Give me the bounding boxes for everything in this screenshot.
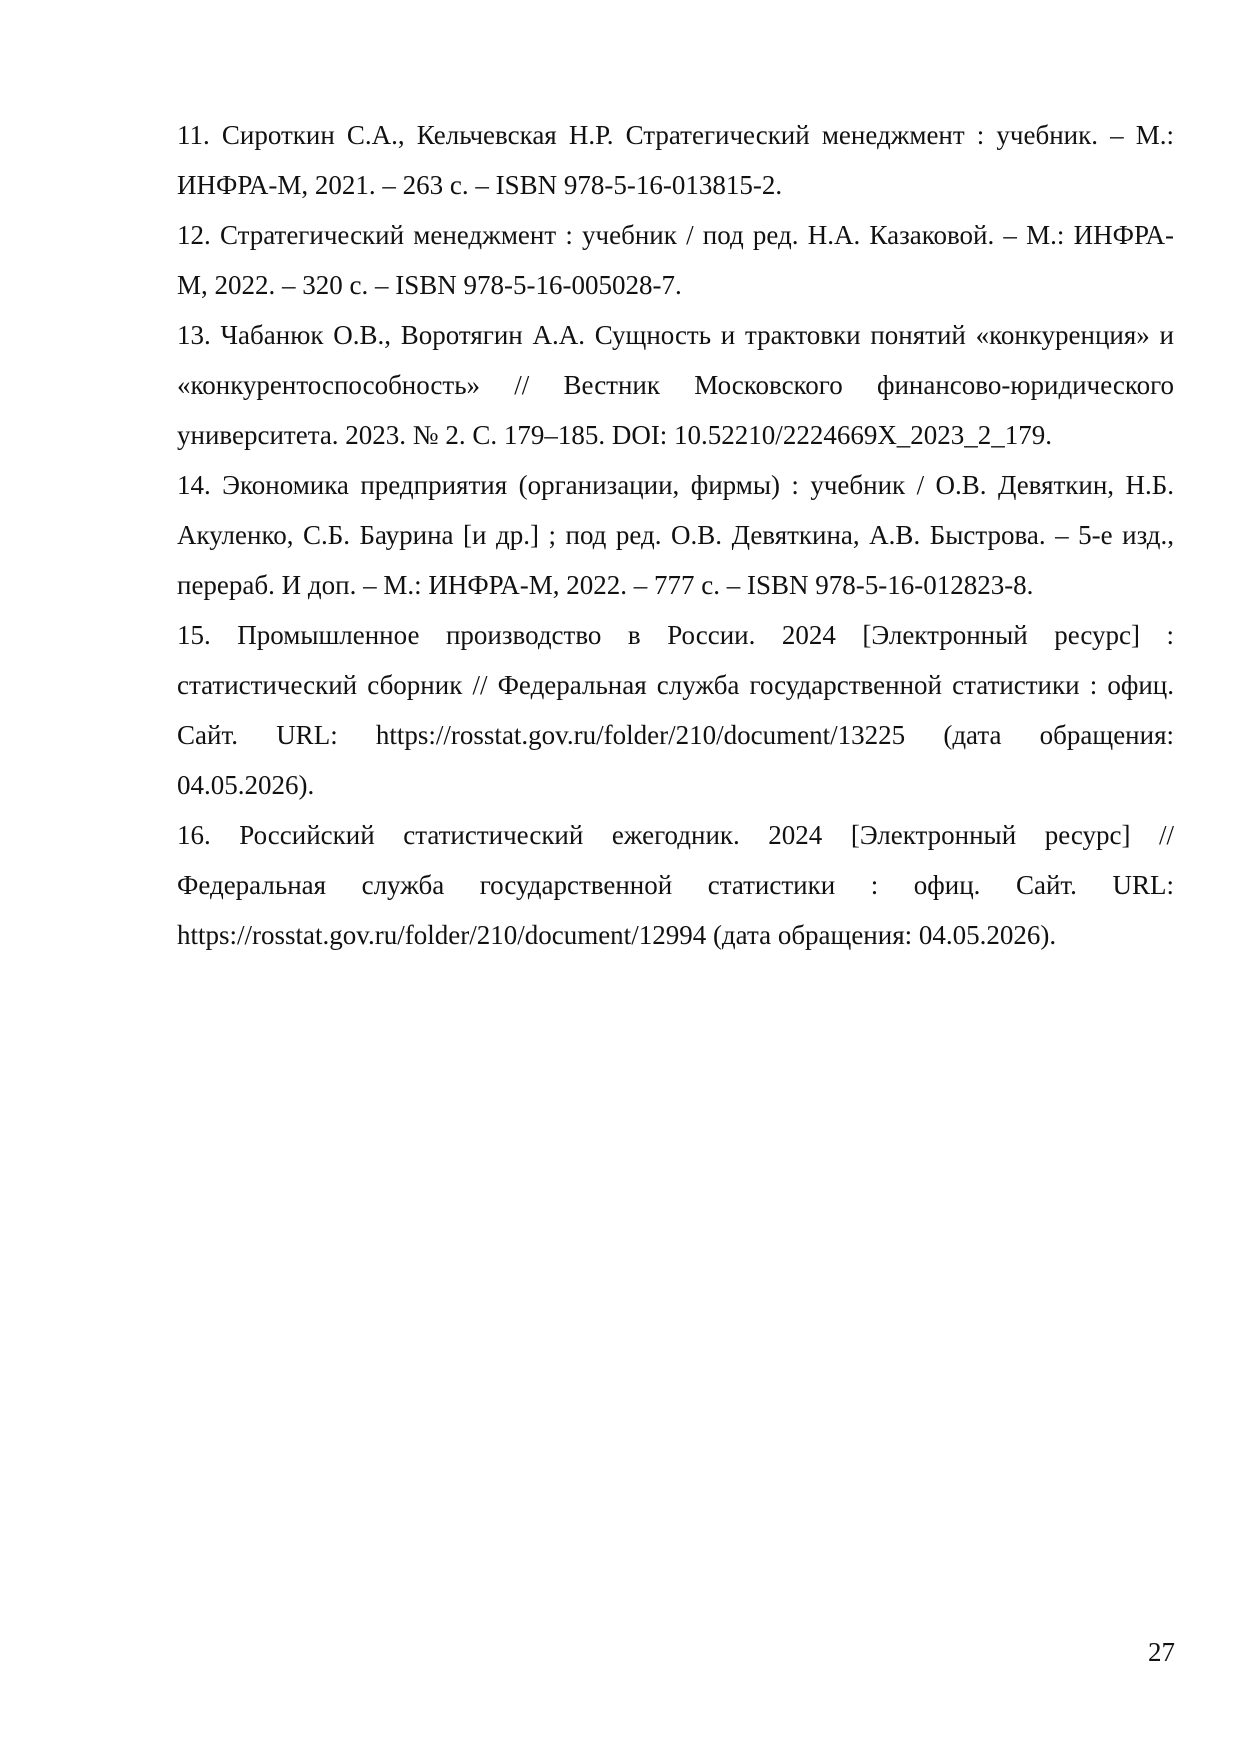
page-number: 27 <box>1148 1637 1175 1667</box>
reference-item-13: 13. Чабанюк О.В., Воротягин А.А. Сущность и трактовки понятий «конкуренция» и «конкурентоспособность» // Вестник Московского финансово-юридического университета. 2023. № 2. С. 179–185. DOI: 10.52210/2224669X_2023_2_179. <box>177 320 1174 450</box>
reference-item-14: 14. Экономика предприятия (организации, фирмы) : учебник / О.В. Девяткин, Н.Б. Акуленко, С.Б. Баурина [и др.] ; под ред. О.В. Девяткина, А.В. Быстрова. – 5-е изд., перераб. И доп. – М.: ИНФРА-М, 2022. – 777 с. – ISBN 978-5-16-012823-8. <box>177 470 1174 600</box>
reference-item-16: 16. Российский статистический ежегодник. 2024 [Электронный ресурс] // Федеральная служба государственной статистики : офиц. Сайт. URL: https://rosstat.gov.ru/folder/210/document/12994 (дата обращения: 04.05.2026). <box>177 820 1174 950</box>
reference-item-12: 12. Стратегический менеджмент : учебник / под ред. Н.А. Казаковой. – М.: ИНФРА-М, 2022. – 320 с. – ISBN 978-5-16-005028-7. <box>177 220 1174 300</box>
reference-item-15: 15. Промышленное производство в России. 2024 [Электронный ресурс] : статистический сборник // Федеральная служба государственной статистики : офиц. Сайт. URL: https://rosstat.gov.ru/folder/210/document/13225 (дата обращения: 04.05.2026). <box>177 620 1174 800</box>
reference-item-11: 11. Сироткин С.А., Кельчевская Н.Р. Стратегический менеджмент : учебник. – М.: ИНФРА-М, 2021. – 263 с. – ISBN 978-5-16-013815-2. <box>177 120 1174 200</box>
reference-list <box>177 110 1174 960</box>
